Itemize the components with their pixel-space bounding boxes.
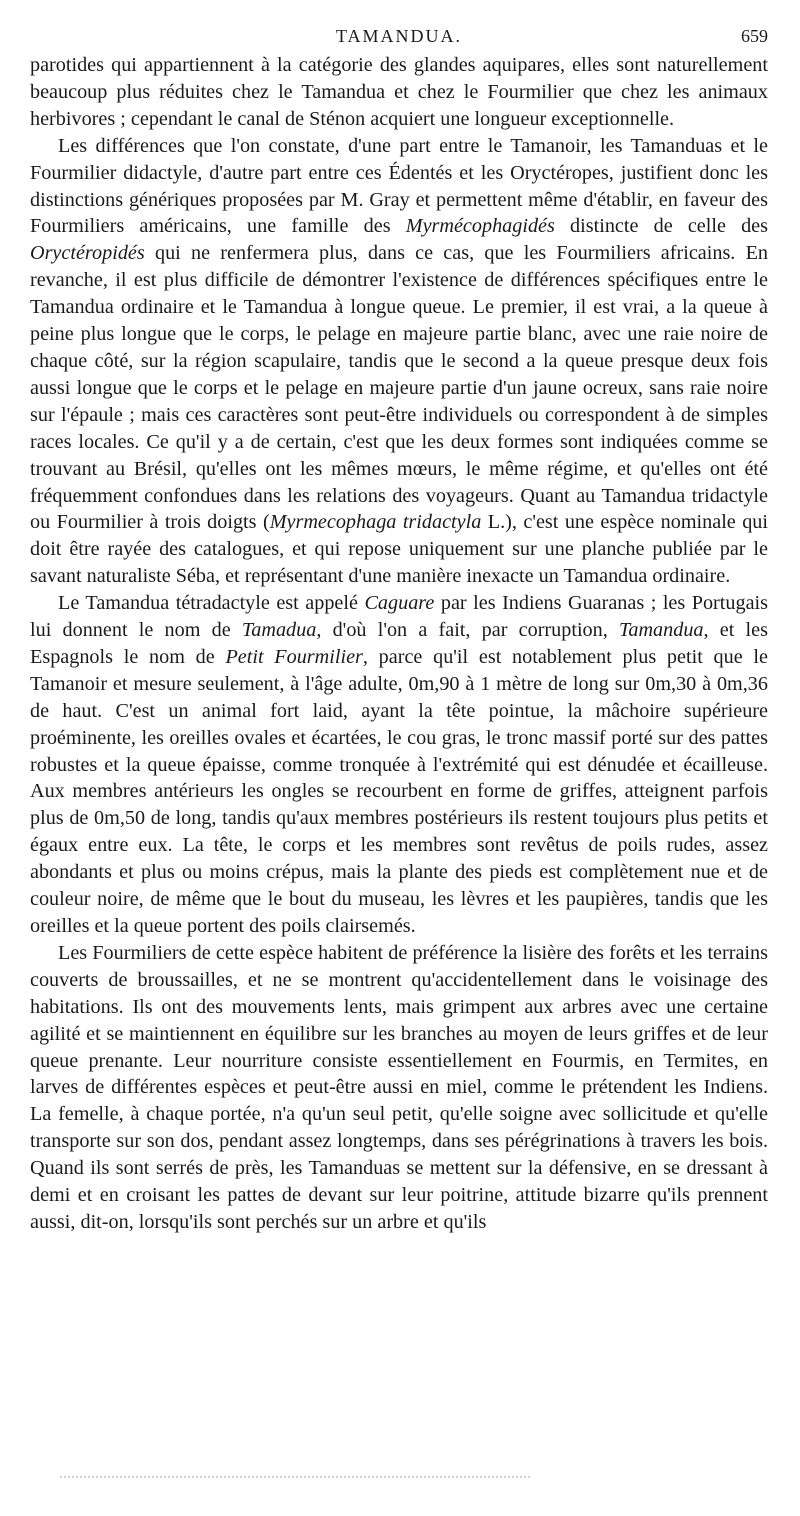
text-run: Les différences que l'on constate, d'une part entre le Tamanoir, les Tamanduas et le Fourmilier didactyle, d'autre part entre ces Édentés et les Oryctéropes, justifient donc les distinctions génériques proposées par M. Gray et permettent même d'établir, en faveur des Fourmiliers américains, une famille des	[30, 134, 768, 238]
paragraph-genera-distinctions	[30, 133, 768, 590]
running-header	[30, 18, 768, 52]
text-run: , parce qu'il est notablement plus petit que le Tamanoir et mesure seulement, à l'âge adulte, 0m,90 à 1 mètre de long sur 0m,30 à 0m,36 de haut. C'est un animal fort laid, ayant la tête pointue, la mâchoire supérieure proéminente, les oreilles ovales et écartées, le cou gras, le tronc massif porté sur des pattes robustes et la queue épaisse, comme tronquée à l'extrémité qui est dénudée et écailleuse. Aux membres antérieurs les ongles se recourbent en forme de griffes, atteignent parfois plus de 0m,50 de long, tandis qu'aux membres postérieurs ils restent toujours plus petits et égaux entre eux. La tête, le corps et les membres sont revêtus de poils rudes, assez abondants et plus ou moins crépus, mais la plante des pieds est complètement nue et de couleur noire, de même que le bout du museau, les lèvres et les paupières, tandis que les oreilles et la queue portent des poils clairsemés.	[30, 645, 768, 937]
text-run: L.), c'est une espèce nominale qui doit être rayée des catalogues, et qui repose uniquement sur une planche publiée par le savant naturaliste Séba, et représentant d'une manière inexacte un Tamandua ordinaire.	[30, 511, 769, 588]
paragraph-continuation	[30, 52, 768, 133]
paragraph-description	[30, 590, 768, 940]
italic-term: Myrmécophagidés	[405, 215, 555, 238]
text-run: parotides qui appartiennent à la catégorie des glandes aquipares, elles sont naturellement beaucoup plus réduites chez le Tamandua et chez le Fourmilier que chez les animaux herbivores ; cependant le canal de Sténon acquiert une longueur exceptionnelle.	[30, 54, 768, 130]
text-run: distincte de celle des	[554, 215, 768, 238]
page-number: 659	[741, 26, 768, 46]
italic-term: Oryctéropidés	[30, 242, 145, 265]
print-speckle-divider	[60, 1476, 530, 1488]
italic-term: Petit Fourmilier	[225, 645, 363, 668]
text-run: Le Tamandua tétradactyle est appelé	[58, 592, 365, 615]
paragraph-habits	[30, 940, 768, 1236]
text-run: par les Indiens Guaranas ; les Portugais lui donnent le nom de	[30, 592, 769, 642]
italic-term: Tamandua	[619, 619, 704, 642]
italic-term: Tamadua	[241, 619, 317, 642]
document-page	[30, 18, 768, 1236]
text-run: Les Fourmiliers de cette espèce habitent de préférence la lisière des forêts et les terrains couverts de broussailles, et ne se montrent qu'accidentellement dans le voisinage des habitations. Ils ont des mouvements lents, mais grimpent aux arbres avec une certaine agilité et se maintiennent en équilibre sur les branches au moyen de leurs griffes et de leur queue prenante. Leur nourriture consiste essentiellement en Fourmis, en Termites, en larves de différentes espèces et peut-être aussi en miel, comme le prétendent les Indiens. La femelle, à chaque portée, n'a qu'un seul petit, qu'elle soigne avec sollicitude et qu'elle transporte sur son dos, pendant assez longtemps, dans ses pérégrinations à travers les bois. Quand ils sont serrés de près, les Tamanduas se mettent sur la défensive, en se dressant à demi et en croisant les pattes de devant sur leur poitrine, attitude bizarre qu'ils prennent aussi, dit-on, lorsqu'ils sont perchés sur un arbre et qu'ils	[30, 941, 768, 1233]
text-run: , et les Espagnols le nom de	[30, 619, 768, 668]
italic-term: Myrmecophaga tridactyla	[269, 511, 482, 534]
italic-term: Caguare	[364, 592, 435, 615]
text-run: , d'où l'on a fait, par corruption,	[316, 619, 620, 642]
running-title: TAMANDUA.	[335, 26, 463, 46]
text-run: qui ne renfermera plus, dans ce cas, que les Fourmiliers africains. En revanche, il est plus difficile de démontrer l'existence de différences spécifiques entre le Tamandua ordinaire et le Tamandua à longue queue. Le premier, il est vrai, a la queue à peine plus longue que le corps, le pelage en majeure partie blanc, avec une raie noire de chaque côté, sur la région scapulaire, tandis que le second a la queue presque deux fois aussi longue que le corps et le pelage en majeure partie d'un jaune ocreux, sans raie noire sur l'épaule ; mais ces caractères sont peut-être individuels ou correspondent à de simples races locales. Ce qu'il y a de certain, c'est que les deux formes sont indiquées comme se trouvant au Brésil, qu'elles ont les mêmes mœurs, le même régime, et qu'elles ont été fréquemment confondues dans les relations des voyageurs. Quant au Tamandua tridactyle ou Fourmilier à trois doigts (	[30, 242, 768, 534]
